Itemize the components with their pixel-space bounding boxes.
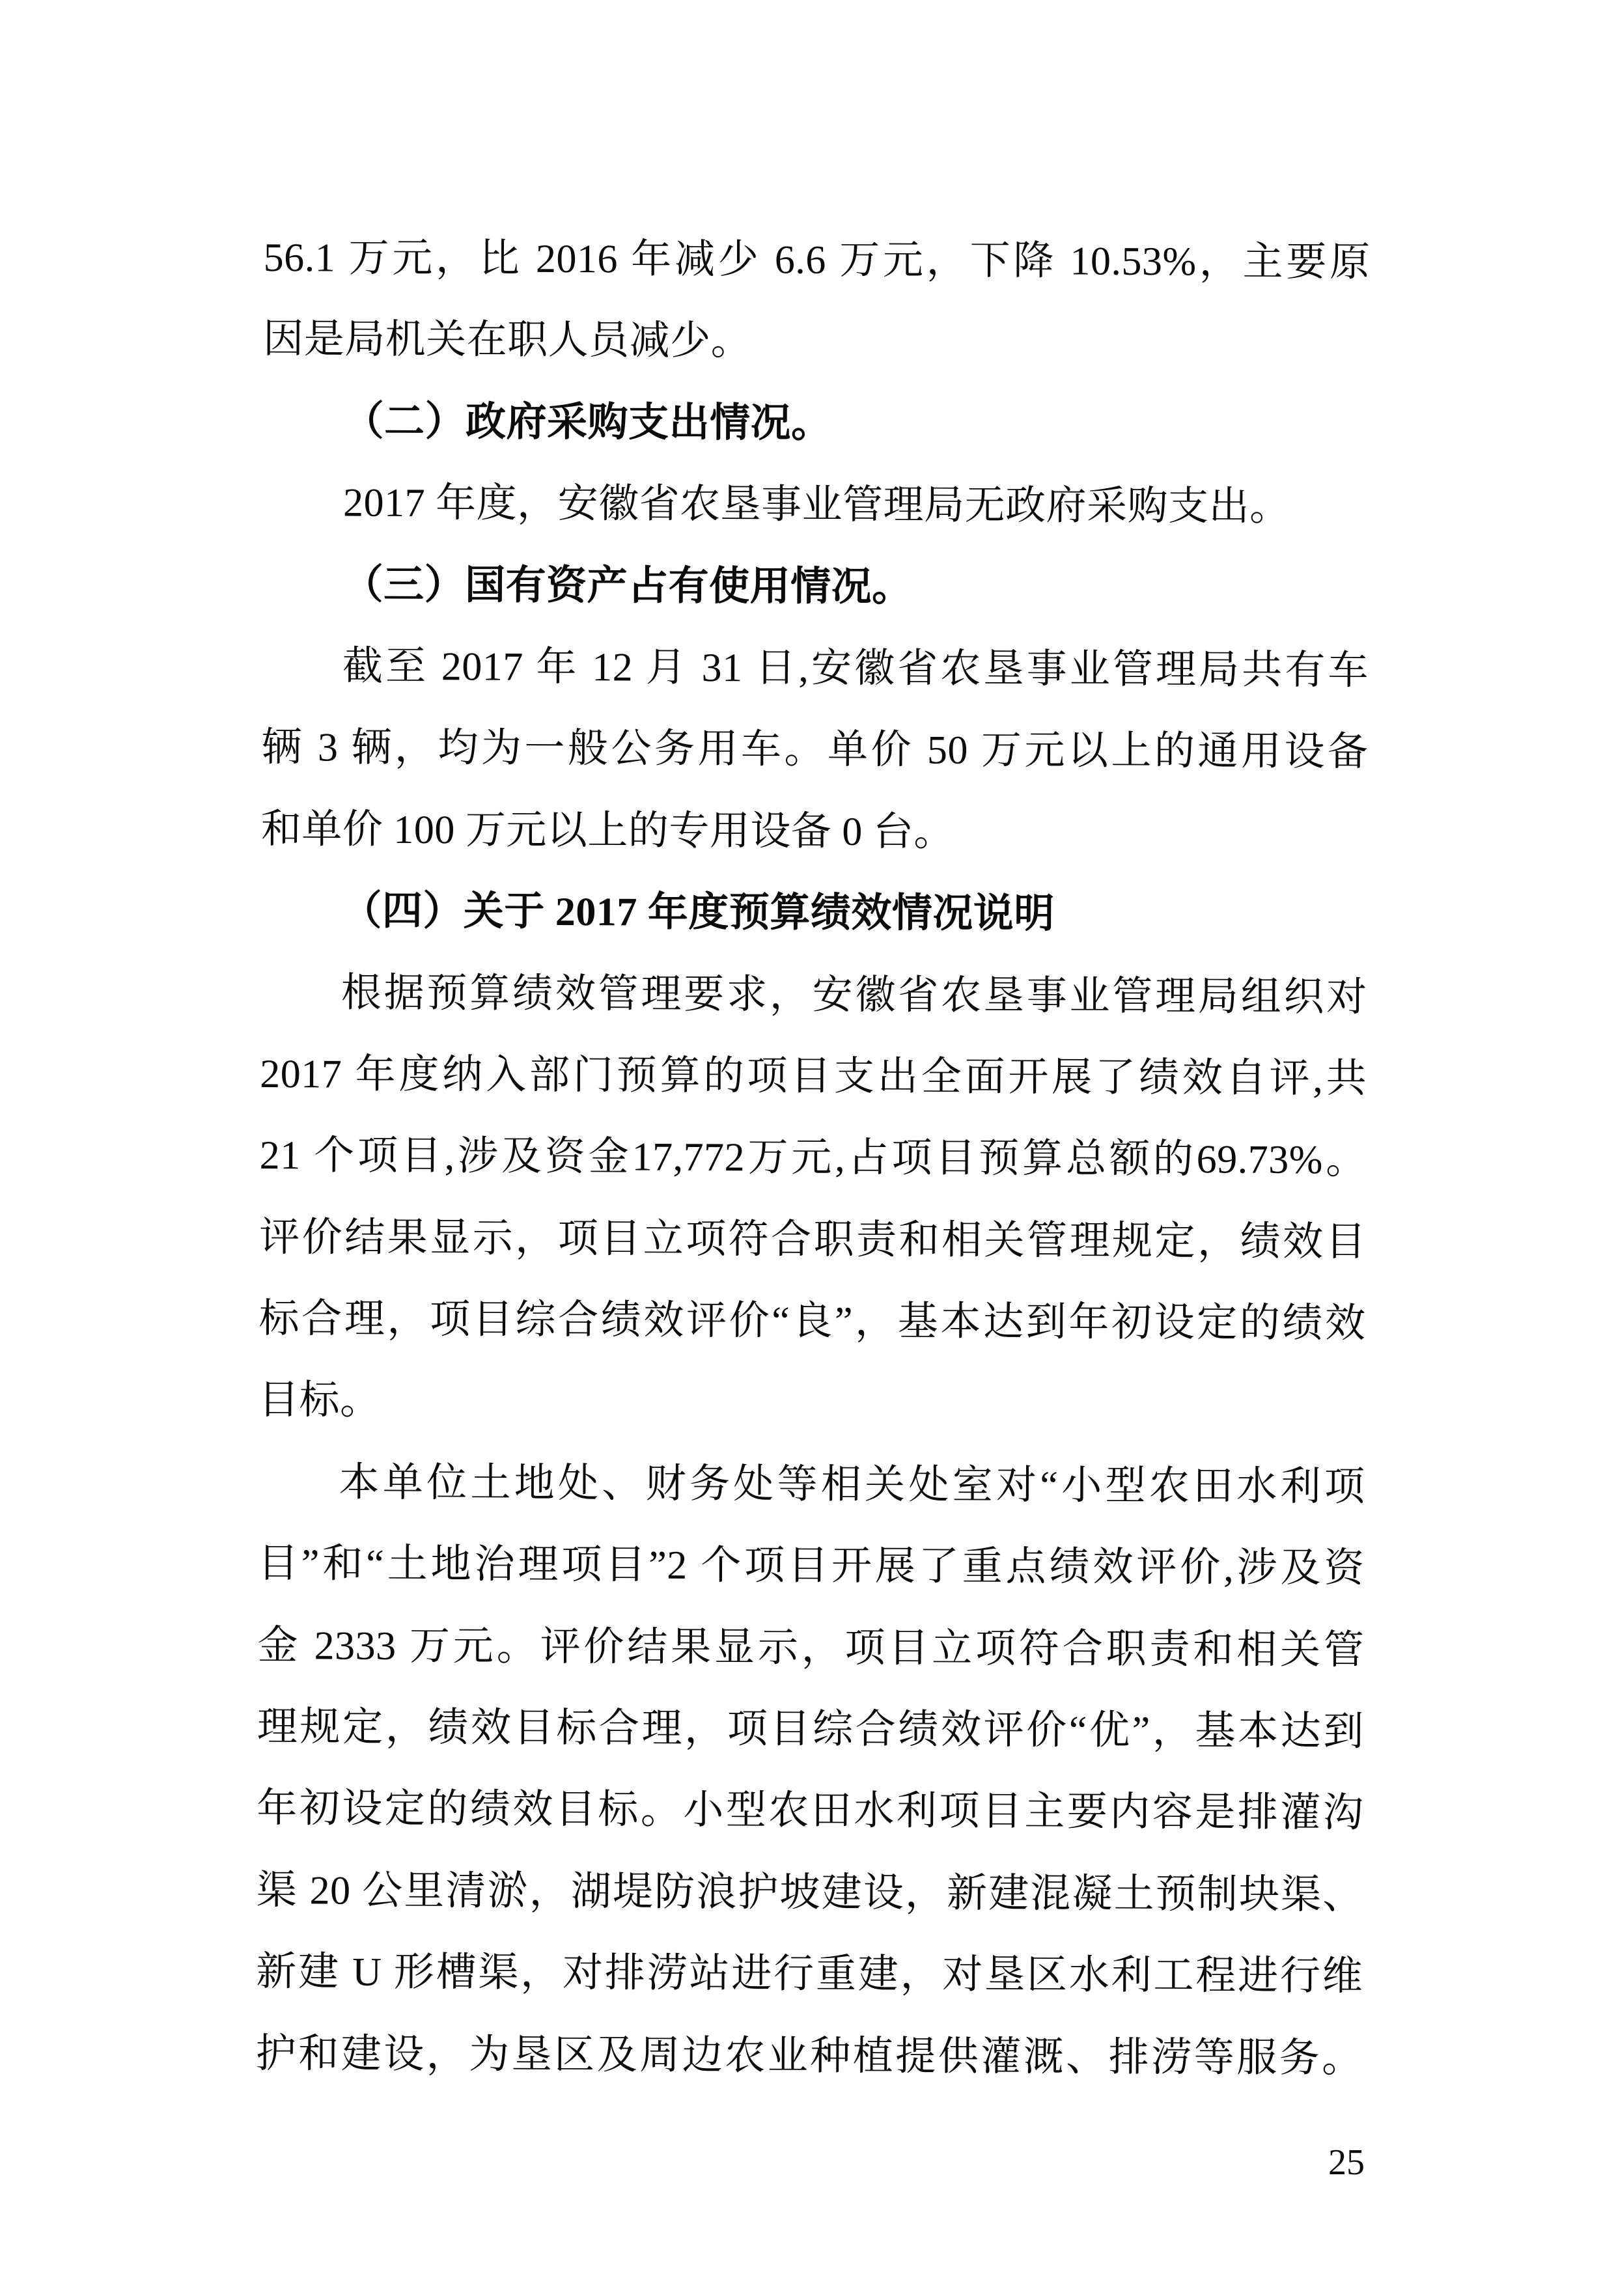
text-line: 金 2333 万元。评价结果显示，项目立项符合职责和相关管: [257, 1623, 1365, 1673]
text-line: 理规定，绩效目标合理，项目综合绩效评价“优”，基本达到: [257, 1705, 1365, 1754]
text-line: 护和建设，为垦区及周边农业种植提供灌溉、排涝等服务。: [255, 2031, 1363, 2081]
text-line: 目标。: [258, 1378, 381, 1424]
text-line: 2017 年度纳入部门预算的项目支出全面开展了绩效自评,共: [260, 1051, 1367, 1101]
section-heading-4: （四）关于 2017 年度预算绩效情况说明: [341, 889, 1055, 937]
text-line: 21 个项目,涉及资金17,772万元,占项目预算总额的69.73%。: [259, 1133, 1367, 1183]
text-line: 评价结果显示，项目立项符合职责和相关管理规定，绩效目: [259, 1215, 1367, 1265]
text-line: 年初设定的绩效目标。小型农田水利项目主要内容是排灌沟: [257, 1786, 1364, 1836]
text-line: 2017 年度，安徽省农垦事业管理局无政府采购支出。: [342, 480, 1290, 530]
text-line: 56.1 万元，比 2016 年减少 6.6 万元，下降 10.53%，主要原: [263, 235, 1371, 285]
text-line: 和单价 100 万元以上的专用设备 0 台。: [260, 807, 955, 855]
text-line: 本单位土地处、财务处等相关处室对“小型农田水利项: [339, 1460, 1365, 1510]
page-number: 25: [1328, 2142, 1365, 2183]
text-line: 渠 20 公里清淤，湖堤防浪护坡建设，新建混凝土预制块渠、: [256, 1868, 1363, 1918]
text-line: 标合理，项目综合绩效评价“良”，基本达到年初设定的绩效: [258, 1297, 1366, 1346]
text-line: 因是局机关在职人员减少。: [263, 317, 752, 364]
text-line: 新建 U 形槽渠，对排涝站进行重建，对垦区水利工程进行维: [256, 1950, 1363, 1999]
text-line: 目”和“土地治理项目”2 个项目开展了重点绩效评价,涉及资: [257, 1542, 1365, 1591]
section-heading-2: （二）政府采购支出情况。: [343, 399, 832, 446]
text-line: 根据预算绩效管理要求，安徽省农垦事业管理局组织对: [341, 971, 1367, 1019]
text-line: 截至 2017 年 12 月 31 日,安徽省农垦事业管理局共有车: [342, 644, 1369, 693]
text-line: 辆 3 辆，均为一般公务用车。单价 50 万元以上的通用设备: [261, 725, 1369, 775]
document-body: [255, 217, 1371, 2099]
section-heading-3: （三）国有资产占有使用情况。: [342, 562, 913, 609]
